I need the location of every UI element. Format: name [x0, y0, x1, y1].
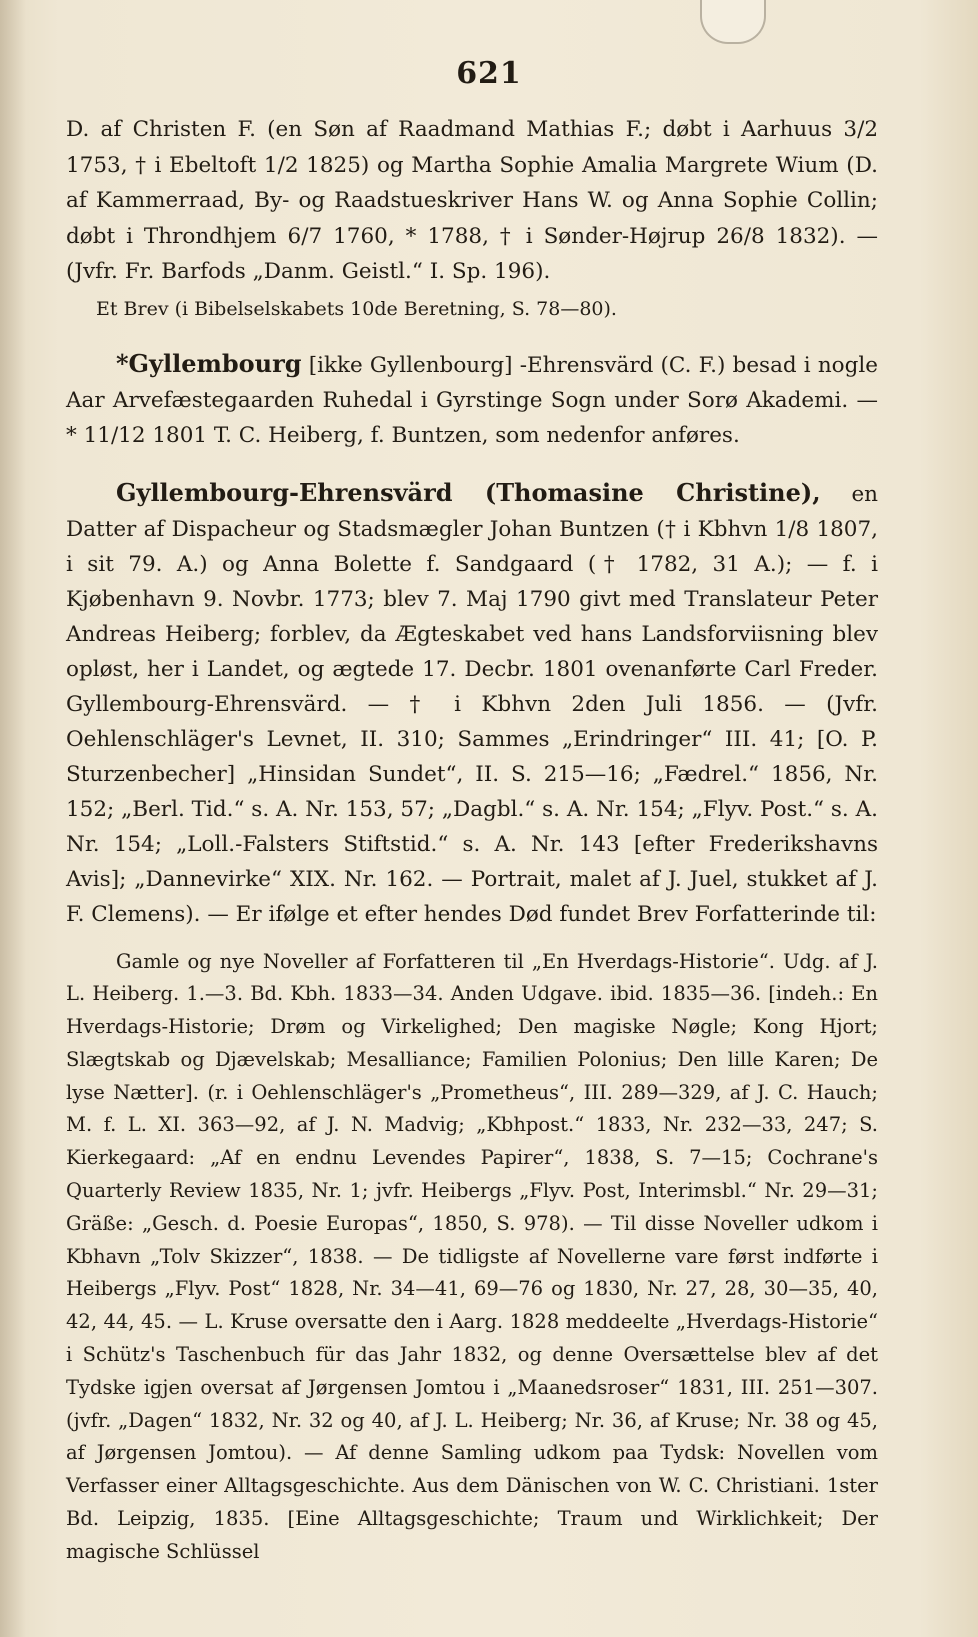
entry-text: [ikke Gyllenbourg] -Ehrensvärd (C. F.) besad i nogle Aar Arvefæstegaarden Ruhedal i Gyrstinge Sogn under Sorø Akademi. — * 11/12 1801 T. C. Heiberg, f. Buntzen, som nedenfor anføres. [66, 352, 878, 448]
page-tab-mark [700, 0, 766, 44]
page-content [66, 112, 878, 1569]
entry-headword: Gyllembourg-Ehrensvärd (Thomasine Christine), [116, 477, 821, 507]
entry-paragraph-1: D. af Christen F. (en Søn af Raadmand Mathias F.; døbt i Aarhuus 3/2 1753, † i Ebeltoft 1/2 1825) og Martha Sophie Amalia Margrete Wium (D. af Kammerraad, By- og Raadstueskriver Hans W. og Anna Sophie Collin; døbt i Throndhjem 6/7 1760, * 1788, † i Sønder-Højrup 26/8 1832). — (Jvfr. Fr. Barfods „Danm. Geistl.“ I. Sp. 196). [66, 117, 878, 284]
entry-note: Et Brev (i Bibelselskabets 10de Beretning, S. 78—80). [96, 297, 617, 320]
entry-gyllembourg-father [66, 346, 878, 453]
entry-gyllembourg-thomasine [66, 475, 878, 932]
bibliography-paragraph: Gamle og nye Noveller af Forfatteren til „En Hverdags-Historie“. Udg. af J. L. Heiberg. 1.—3. Bd. Kbh. 1833—34. Anden Udgave. ibid. 1835—36. [indeh.: En Hverdags-Historie; Drøm og Virkelighed; Den magiske Nøgle; Kong Hjort; Slægtskab og Djævelskab; Mesalliance; Familien Polonius; Den lille Karen; De lyse Nætter]. (r. i Oehlenschläger's „Prometheus“, III. 289—329, af J. C. Hauch; M. f. L. XI. 363—92, af J. N. Madvig; „Kbhpost.“ 1833, Nr. 232—33, 247; S. Kierkegaard: „Af en endnu Levendes Papirer“, 1838, S. 7—15; Cochrane's Quarterly Review 1835, Nr. 1; jvfr. Heibergs „Flyv. Post, Interimsbl.“ Nr. 29—31; Gräße: „Gesch. d. Poesie Europas“, 1850, S. 978). — Til disse Noveller udkom i Kbhavn „Tolv Skizzer“, 1838. — De tidligste af Novellerne vare først indførte i Heibergs „Flyv. Post“ 1828, Nr. 34—41, 69—76 og 1830, Nr. 27, 28, 30—35, 40, 42, 44, 45. — L. Kruse oversatte den i Aarg. 1828 meddeelte „Hverdags-Historie“ i Schütz's Taschenbuch für das Jahr 1832, og denne Oversættelse blev af det Tydske igjen oversat af Jørgensen Jomtou i „Maanedsroser“ 1831, III. 251—307. (jvfr. „Dagen“ 1832, Nr. 32 og 40, af J. L. Heiberg; Nr. 36, af Kruse; Nr. 38 og 45, af Jørgensen Jomtou). — Af denne Samling udkom paa Tydsk: Novellen vom Verfasser einer Alltagsgeschichte. Aus dem Dänischen von W. C. Christiani. 1ster Bd. Leipzig, 1835. [Eine Alltagsgeschichte; Traum und Wirklichkeit; Der magische Schlüssel [66, 949, 878, 1563]
binding-shadow [0, 0, 26, 1637]
entry-text: en Datter af Dispacheur og Stadsmægler Johan Buntzen († i Kbhvn 1/8 1807, i sit 79. A.) og Anna Bolette f. Sandgaard († 1782, 31 A.); — f. i Kjøbenhavn 9. Novbr. 1773; blev 7. Maj 1790 givt med Translateur Peter Andreas Heiberg; forblev, da Ægteskabet ved hans Landsforviisning blev opløst, her i Landet, og ægtede 17. Decbr. 1801 ovenanførte Carl Freder. Gyllembourg-Ehrensvärd. — † i Kbhvn 2den Juli 1856. — (Jvfr. Oehlenschläger's Levnet, II. 310; Sammes „Erindringer“ III. 41; [O. P. Sturzenbecher] „Hinsidan Sundet“, II. S. 215—16; „Fædrel.“ 1856, Nr. 152; „Berl. Tid.“ s. A. Nr. 153, 57; „Dagbl.“ s. A. Nr. 154; „Flyv. Post.“ s. A. Nr. 154; „Loll.-Falsters Stiftstid.“ s. A. Nr. 143 [efter Frederikshavns Avis]; „Dannevirke“ XIX. Nr. 162. — Portrait, malet af J. Juel, stukket af J. F. Clemens). — Er ifølge et efter hendes Død fundet Brev Forfatterinde til: [66, 481, 879, 927]
entry-headword: *Gyllembourg [116, 348, 302, 378]
page-number: 621 [456, 56, 522, 91]
